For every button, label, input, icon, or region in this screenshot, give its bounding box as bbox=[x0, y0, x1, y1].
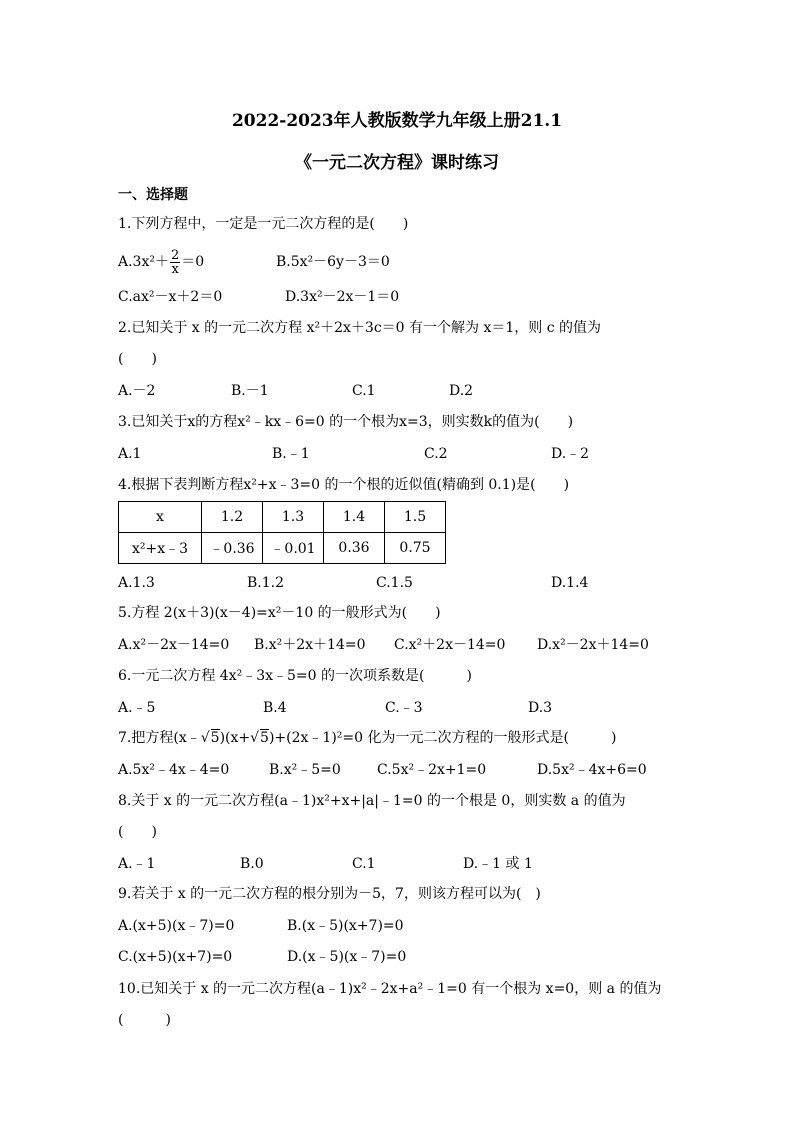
question-2-option-d: D.2 bbox=[449, 383, 474, 399]
sqrt-icon: √ bbox=[250, 730, 260, 746]
question-5-stem: 5.方程 2(x＋3)(x－4)=x²－10 的一般形式为( ) bbox=[118, 605, 441, 621]
question-6-option-c: C.﹣3 bbox=[385, 700, 423, 716]
table-cell: 0.75 bbox=[385, 533, 446, 564]
question-9-option-c: C.(x+5)(x+7)=0 bbox=[118, 949, 233, 965]
question-5-option-c: C.x²＋2x－14=0 bbox=[394, 637, 506, 653]
question-7-option-c: C.5x²﹣2x+1=0 bbox=[377, 762, 487, 778]
question-2-option-b: B.－1 bbox=[231, 383, 269, 399]
table-cell: x²+x﹣3 bbox=[119, 533, 202, 564]
question-2-answer-paren: ( ) bbox=[118, 351, 157, 367]
question-8-option-d: D.﹣1 或 1 bbox=[463, 856, 533, 872]
question-8-answer-paren: ( ) bbox=[118, 824, 157, 840]
table-cell: 1.2 bbox=[202, 502, 263, 533]
question-7-stem-part-b: )(x+ bbox=[219, 730, 251, 746]
question-8-option-a: A.﹣1 bbox=[118, 856, 156, 872]
table-cell: 0.36 bbox=[324, 533, 385, 564]
section-heading: 一、选择题 bbox=[118, 187, 188, 203]
question-10-answer-paren: ( ) bbox=[118, 1012, 171, 1028]
question-8-option-b: B.0 bbox=[240, 856, 264, 872]
fraction-denominator: x bbox=[171, 261, 179, 277]
question-6-option-d: D.3 bbox=[528, 700, 553, 716]
question-2-stem: 2.已知关于 x 的一元二次方程 x²＋2x＋3c＝0 有一个解为 x＝1，则 c 的值为 bbox=[118, 320, 602, 336]
question-8-stem: 8.关于 x 的一元二次方程(a﹣1)x²+x+|a|﹣1=0 的一个根是 0，则实数 a 的值为 bbox=[118, 793, 626, 809]
question-1-option-c: C.ax²－x＋2＝0 bbox=[118, 289, 223, 305]
option-a-prefix: A.3x²＋ bbox=[118, 254, 169, 270]
question-3-option-c: C.2 bbox=[424, 446, 448, 462]
question-9-option-a: A.(x+5)(x﹣7)=0 bbox=[118, 918, 235, 934]
page-title-line1: 2022-2023年人教版数学九年级上册21.1 bbox=[231, 111, 563, 131]
question-4-option-c: C.1.5 bbox=[376, 575, 413, 591]
question-9-stem: 9.若关于 x 的一元二次方程的根分别为－5，7，则该方程可以为( ) bbox=[118, 886, 541, 902]
question-6-stem: 6.一元二次方程 4x²﹣3x﹣5=0 的一次项系数是( ) bbox=[118, 668, 472, 684]
question-9-option-d: D.(x﹣5)(x﹣7)=0 bbox=[287, 949, 407, 965]
fraction-numerator: 2 bbox=[170, 247, 180, 263]
sqrt-radicand: 5 bbox=[210, 730, 220, 746]
question-8-option-c: C.1 bbox=[352, 856, 376, 872]
table-cell: x bbox=[119, 502, 202, 533]
table-row bbox=[119, 502, 446, 533]
fraction bbox=[170, 249, 180, 276]
sqrt-icon: √ bbox=[200, 730, 210, 746]
question-4-stem: 4.根据下表判断方程x²+x﹣3=0 的一个根的近似值(精确到 0.1)是( ) bbox=[118, 477, 570, 493]
value-table bbox=[118, 501, 446, 564]
question-6-option-a: A.﹣5 bbox=[118, 700, 156, 716]
question-3-stem: 3.已知关于x的方程x²﹣kx﹣6=0 的一个根为x=3，则实数k的值为( ) bbox=[118, 414, 574, 430]
question-1-option-b: B.5x²－6y－3＝0 bbox=[276, 254, 390, 270]
question-4-option-b: B.1.2 bbox=[247, 575, 285, 591]
question-3-option-b: B.﹣1 bbox=[272, 446, 310, 462]
question-2-option-c: C.1 bbox=[352, 383, 376, 399]
question-3-option-a: A.1 bbox=[118, 446, 142, 462]
question-7-option-d: D.5x²﹣4x+6=0 bbox=[537, 762, 647, 778]
question-7-stem-part-c: )+(2x﹣1)²=0 化为一元二次方程的一般形式是( ) bbox=[268, 730, 617, 746]
question-1-option-a bbox=[118, 246, 204, 278]
table-cell: 1.5 bbox=[385, 502, 446, 533]
table-row bbox=[119, 533, 446, 564]
question-7-option-a: A.5x²﹣4x﹣4=0 bbox=[118, 762, 230, 778]
question-3-option-d: D.﹣2 bbox=[551, 446, 590, 462]
question-7-stem bbox=[118, 729, 616, 747]
question-4-option-d: D.1.4 bbox=[551, 575, 589, 591]
sqrt-radicand: 5 bbox=[260, 730, 269, 746]
table-cell: 1.4 bbox=[324, 502, 385, 533]
question-5-option-b: B.x²＋2x＋14=0 bbox=[254, 637, 366, 653]
question-2-option-a: A.－2 bbox=[118, 383, 156, 399]
question-5-option-a: A.x²－2x－14=0 bbox=[118, 637, 230, 653]
table-cell: 1.3 bbox=[263, 502, 324, 533]
question-7-stem-part-a: 7.把方程(x﹣ bbox=[118, 730, 201, 746]
table-cell: ﹣0.36 bbox=[202, 533, 263, 564]
question-5-option-d: D.x²－2x＋14=0 bbox=[537, 637, 649, 653]
page-title-line2: 《一元二次方程》课时练习 bbox=[295, 153, 499, 173]
question-4-option-a: A.1.3 bbox=[118, 575, 155, 591]
question-7-option-b: B.x²﹣5=0 bbox=[269, 762, 341, 778]
question-10-stem: 10.已知关于 x 的一元二次方程(a﹣1)x²﹣2x+a²﹣1=0 有一个根为 x=0，则 a 的值为 bbox=[118, 981, 662, 997]
question-1-stem: 1.下列方程中，一定是一元二次方程的是( ) bbox=[118, 216, 409, 232]
question-9-option-b: B.(x﹣5)(x+7)=0 bbox=[287, 918, 404, 934]
table-cell: ﹣0.01 bbox=[263, 533, 324, 564]
question-6-option-b: B.4 bbox=[263, 700, 287, 716]
question-1-option-d: D.3x²－2x－1＝0 bbox=[285, 289, 400, 305]
option-a-suffix: ＝0 bbox=[181, 254, 205, 270]
